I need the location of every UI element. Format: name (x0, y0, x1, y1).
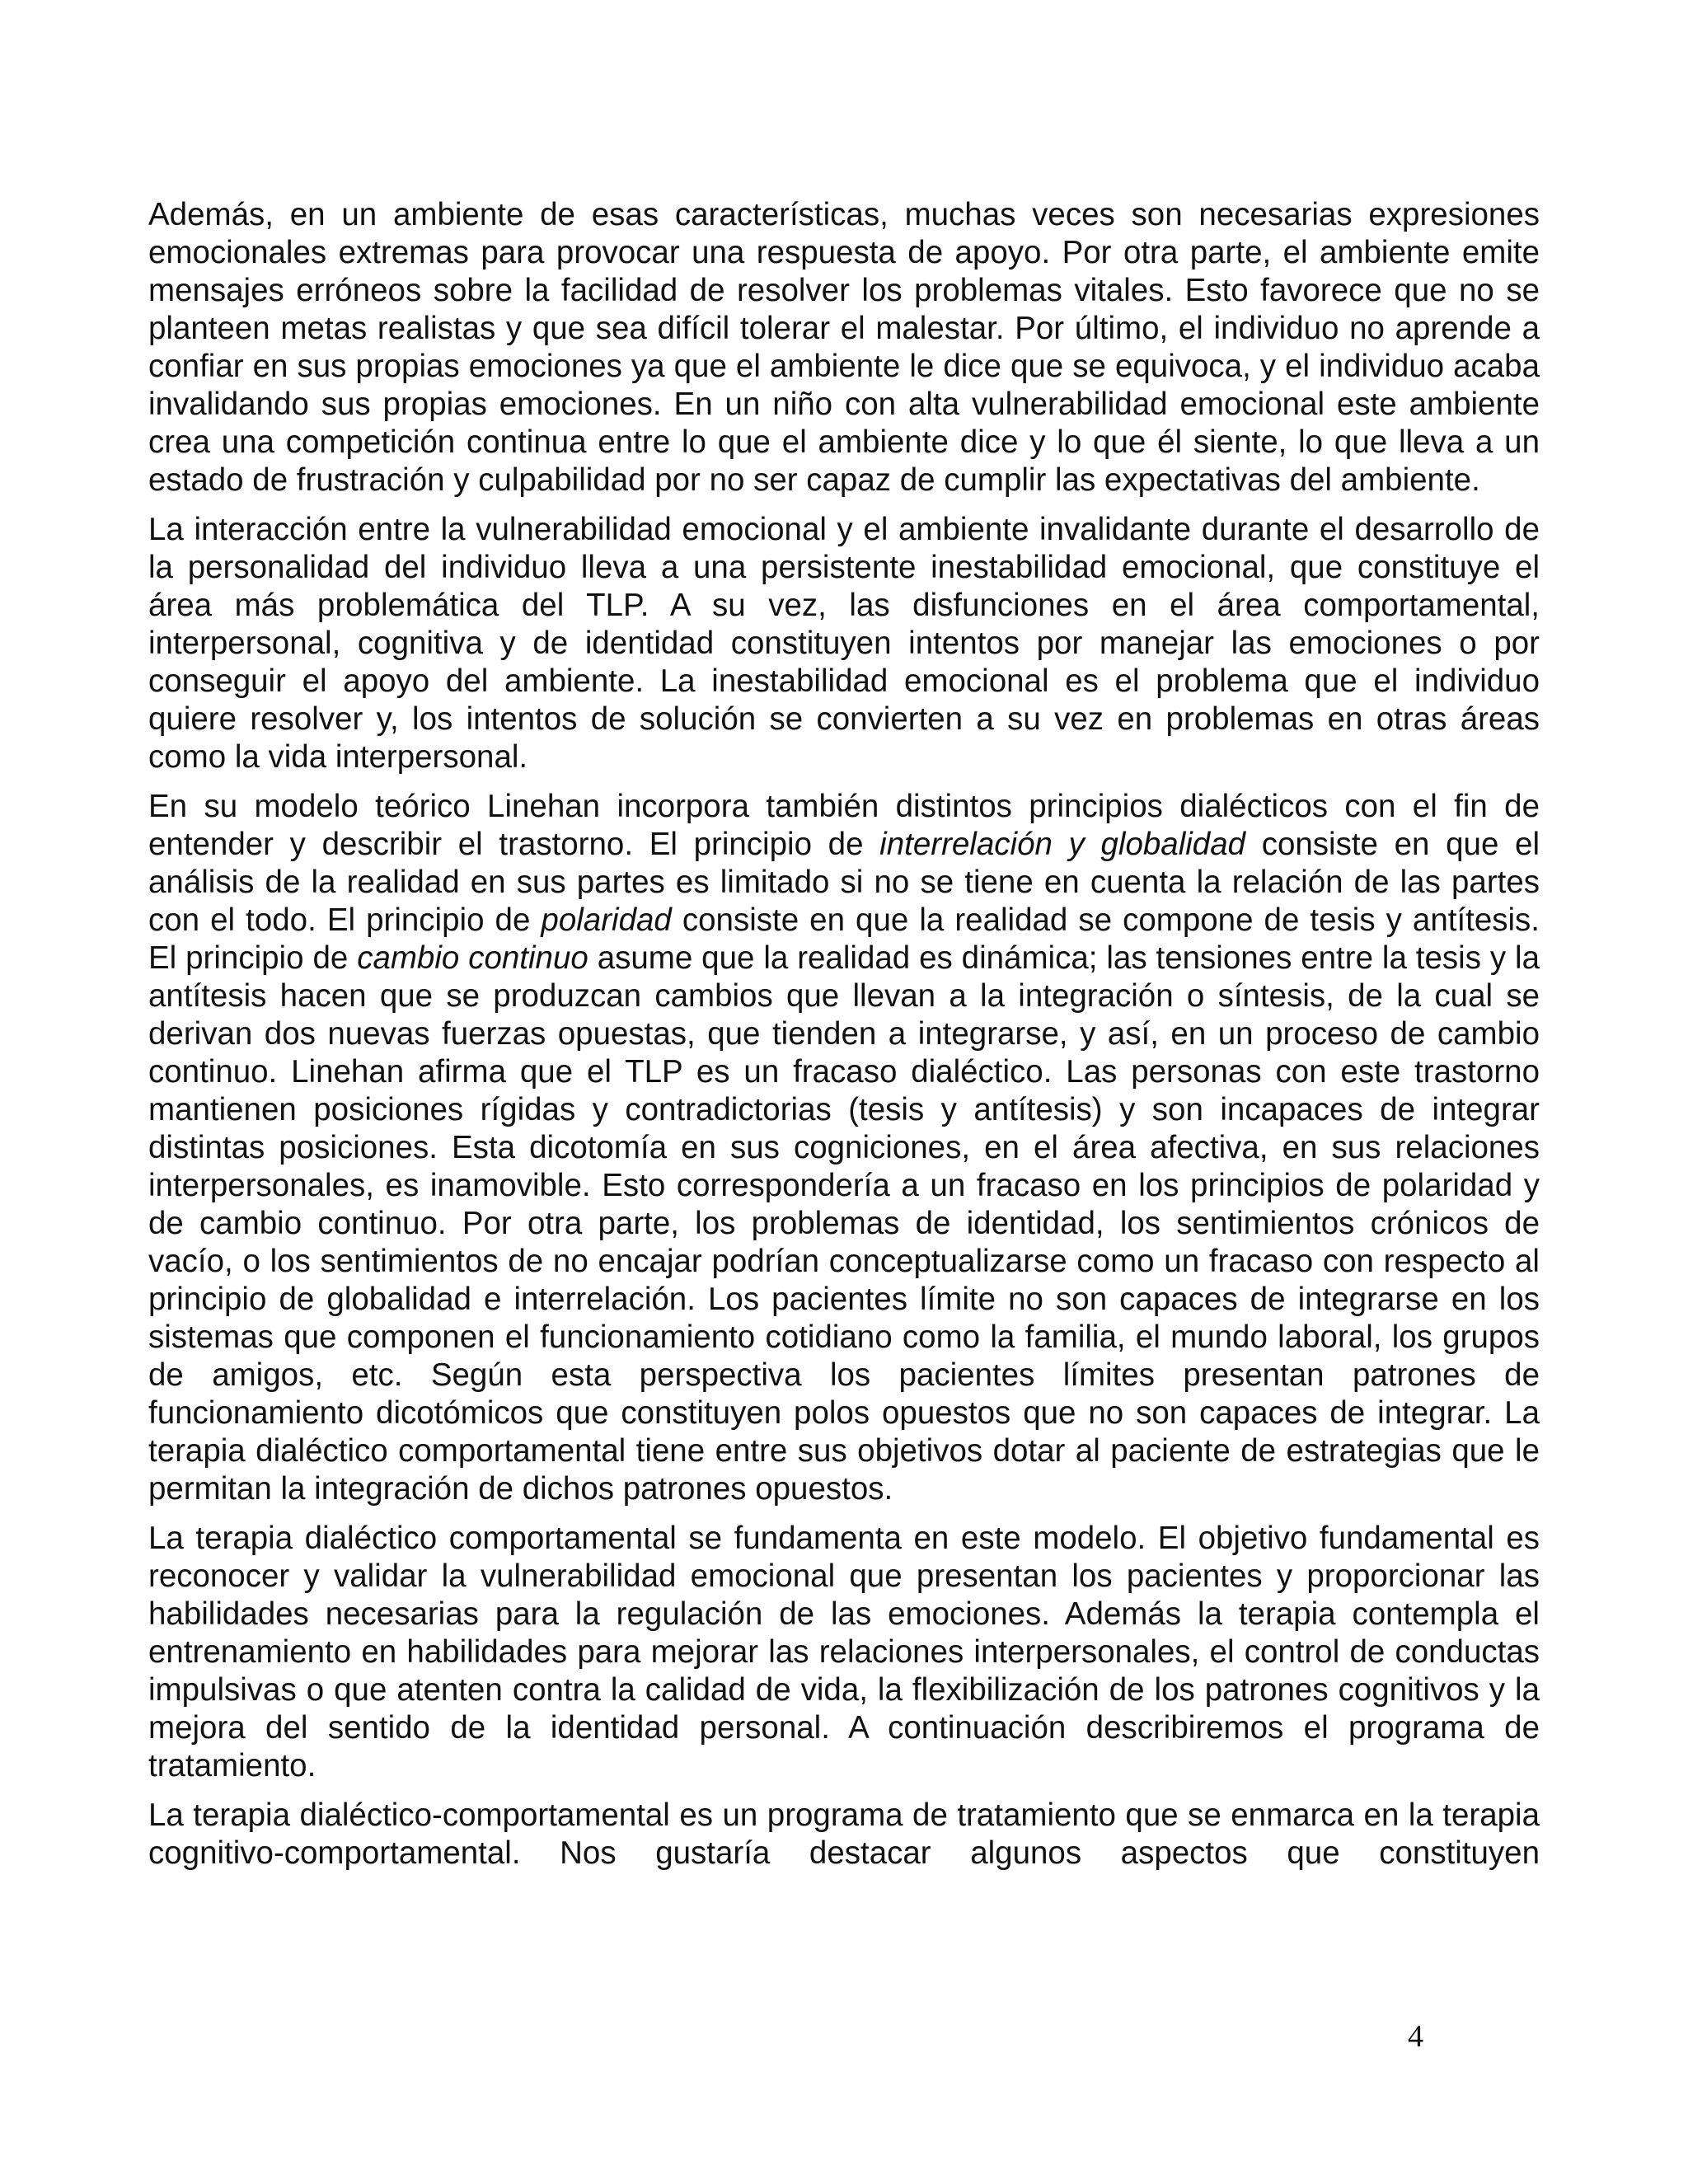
paragraph-2 (148, 511, 1540, 776)
paragraph-5 (148, 1797, 1540, 1872)
paragraph-text: La interacción entre la vulnerabilidad emocional y el ambiente invalidante durante el desarrollo de la personalidad del individuo lleva a una persistente inestabilidad emocional, que constituye el área más problemática del TLP. A su vez, las disfunciones en el área comportamental, interpersonal, cognitiva y de identidad constituyen intentos por manejar las emociones o por conseguir el apoyo del ambiente. La inestabilidad emocional es el problema que el individuo quiere resolver y, los intentos de solución se convierten a su vez en problemas en otras áreas como la vida interpersonal. (148, 512, 1540, 775)
paragraph-text: La terapia dialéctico-comportamental es un programa de tratamiento que se enmarca en la terapia cognitivo-comportamental. Nos gustaría destacar algunos aspectos que constituyen (148, 1797, 1540, 1871)
paragraph-4 (148, 1520, 1540, 1785)
paragraph-text: La terapia dialéctico comportamental se fundamenta en este modelo. El objetivo fundamental es reconocer y validar la vulnerabilidad emocional que presentan los pacientes y proporcionar las habilidades necesarias para la regulación de las emociones. Además la terapia contempla el entrenamiento en habilidades para mejorar las relaciones interpersonales, el control de conductas impulsivas o que atenten contra la calidad de vida, la flexibilización de los patrones cognitivos y la mejora del sentido de la identidad personal. A continuación describiremos el programa de tratamiento. (148, 1521, 1540, 1783)
document-body (148, 196, 1540, 1884)
paragraph-3 (148, 788, 1540, 1508)
italic-term-interrelacion: interrelación y globalidad (879, 827, 1246, 862)
paragraph-1 (148, 196, 1540, 499)
paragraph-text: consiste en que la realidad se compone de tesis y antítesis. El principio de (148, 902, 1540, 976)
paragraph-text: asume que la realidad es dinámica; las tensiones entre la tesis y la antítesis hacen que se produzcan cambios que llevan a la integración o síntesis, de la cual se derivan dos nuevas fuerzas opuestas, que tienden a integrarse, y así, en un proceso de cambio continuo. Linehan afirma que el TLP es un fracaso dialéctico. Las personas con este trastorno mantienen posiciones rígidas y contradictorias (tesis y antítesis) y son incapaces de integrar distintas posiciones. Esta dicotomía en sus cogniciones, en el área afectiva, en sus relaciones interpersonales, es inamovible. Esto correspondería a un fracaso en los principios de polaridad y de cambio continuo. Por otra parte, los problemas de identidad, los sentimientos crónicos de vacío, o los sentimientos de no encajar podrían conceptualizarse como un fracaso con respecto al principio de globalidad e interrelación. Los pacientes límite no son capaces de integrarse en los sistemas que componen el funcionamiento cotidiano como la familia, el mundo laboral, los grupos de amigos, etc. Según esta perspectiva los pacientes límites presentan patrones de funcionamiento dicotómicos que constituyen polos opuestos que no son capaces de integrar. La terapia dialéctico comportamental tiene entre sus objetivos dotar al paciente de estrategias que le permitan la integración de dichos patrones opuestos. (148, 940, 1540, 1507)
italic-term-cambio-continuo: cambio continuo (357, 940, 588, 976)
paragraph-text: Además, en un ambiente de esas características, muchas veces son necesarias expresiones emocionales extremas para provocar una respuesta de apoyo. Por otra parte, el ambiente emite mensajes erróneos sobre la facilidad de resolver los problemas vitales. Esto favorece que no se planteen metas realistas y que sea difícil tolerar el malestar. Por último, el individuo no aprende a confiar en sus propias emociones ya que el ambiente le dice que se equivoca, y el individuo acaba invalidando sus propias emociones. En un niño con alta vulnerabilidad emocional este ambiente crea una competición continua entre lo que el ambiente dice y lo que él siente, lo que lleva a un estado de frustración y culpabilidad por no ser capaz de cumplir las expectativas del ambiente. (148, 197, 1540, 498)
paragraph-text: consiste en que el análisis de la realidad en sus partes es limitado si no se tiene en cuenta la relación de las partes con el todo. El principio de (148, 827, 1540, 938)
page-number: 4 (1408, 2019, 1423, 2054)
italic-term-polaridad: polaridad (541, 902, 672, 938)
paragraph-text: En su modelo teórico Linehan incorpora también distintos principios dialécticos con el fin de entender y describir el trastorno. El principio de (148, 789, 1540, 862)
